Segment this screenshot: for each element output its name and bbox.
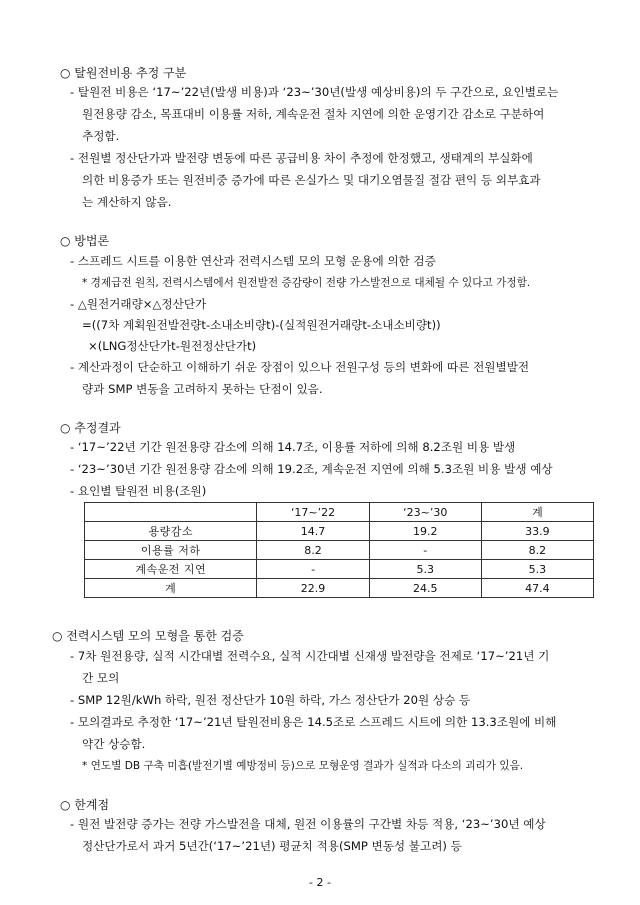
body-line: - ‘23~’30년 기간 원전용량 감소에 의해 19.2조, 계속운전 지연에 의해 5.3조원 비용 발생 예상	[70, 462, 553, 476]
table-header-cell: ‘23~’30	[369, 503, 481, 522]
body-line: 량과 SMP 변동을 고려하지 못하는 단점이 있음.	[82, 382, 323, 396]
section-heading-methodology: ○ 방법론	[60, 234, 110, 248]
body-line: 간 모의	[82, 671, 120, 685]
body-line: - 스프레드 시트를 이용한 연산과 전력시스템 모의 모형 운용에 의한 검증	[70, 254, 436, 268]
section-heading-limitations: ○ 한계점	[60, 798, 110, 812]
table-cell: 47.4	[481, 579, 593, 598]
table-cell: 8.2	[257, 541, 369, 560]
table-header-row	[85, 503, 594, 522]
formula-line: ×(LNG정산단가t-원전정산단가t)	[88, 339, 257, 353]
table-header-cell: 계	[481, 503, 593, 522]
table-header-cell	[85, 503, 257, 522]
footnote-line: * 연도별 DB 구축 미흡(발전기별 예방정비 등)으로 모형운영 결과가 실적과 다소의 괴리가 있음.	[82, 760, 524, 772]
body-line: - SMP 12원/kWh 하락, 원전 정산단가 10원 하락, 가스 정산단가 20원 상승 등	[70, 693, 471, 707]
body-line: 약간 상승함.	[82, 737, 146, 751]
body-line: - 탈원전 비용은 ‘17~’22년(발생 비용)과 ‘23~’30년(발생 예상비용)의 두 구간으로, 요인별로는	[70, 85, 559, 99]
table-cell: 8.2	[481, 541, 593, 560]
body-line: - 모의결과로 추정한 ‘17~’21년 탈원전비용은 14.5조로 스프레드 시트에 의한 13.3조원에 비해	[70, 715, 557, 729]
body-line: 의한 비용증가 또는 원전비중 증가에 따른 온실가스 및 대기오염물질 절감 편익 등 외부효과	[82, 173, 541, 187]
body-line: - 원전 발전량 증가는 전량 가스발전을 대체, 원전 이용률의 구간별 차등 적용, ‘23~’30년 예상	[70, 817, 546, 831]
body-line: - ‘17~’22년 기간 원전용량 감소에 의해 14.7조, 이용률 저하에 의해 8.2조원 비용 발생	[70, 440, 516, 454]
table-cell: 19.2	[369, 522, 481, 541]
table-cell: 22.9	[257, 579, 369, 598]
table-cell: 24.5	[369, 579, 481, 598]
body-line: 는 계산하지 않음.	[82, 195, 172, 209]
table-cell: 용량감소	[85, 522, 257, 541]
table-cell: -	[369, 541, 481, 560]
body-line: 추정함.	[82, 129, 120, 143]
formula-line: =((7차 계획원전발전량t-소내소비량t)-(실적원전거래량t-소내소비량t))	[82, 318, 441, 332]
formula-line: - △원전거래량×△정산단가	[70, 297, 207, 311]
section-heading-classification: ○ 탈원전비용 추정 구분	[60, 66, 187, 80]
body-line: - 7차 원전용량, 실적 시간대별 전력수요, 실적 시간대별 신재생 발전량을 전제로 ‘17~’21년 기	[70, 649, 550, 663]
cost-table	[84, 502, 594, 598]
page-number: - 2 -	[309, 876, 331, 889]
table-cell: 33.9	[481, 522, 593, 541]
footnote-line: * 경제급전 원칙, 전력시스템에서 원전발전 증감량이 전량 가스발전으로 대체될 수 있다고 가정함.	[82, 277, 531, 289]
table-row	[85, 560, 594, 579]
body-line: 원전용량 감소, 목표대비 이용률 저하, 계속운전 절차 지연에 의한 운영기간 감소로 구분하여	[82, 107, 545, 121]
body-line: - 전원별 정산단가과 발전량 변동에 따른 공급비용 차이 추정에 한정했고, 생태계의 부실화에	[70, 151, 533, 165]
section-heading-results: ○ 추정결과	[60, 421, 121, 435]
table-row	[85, 541, 594, 560]
table-header-cell: ‘17~’22	[257, 503, 369, 522]
table-total-row	[85, 579, 594, 598]
table-cell: -	[257, 560, 369, 579]
table-cell: 계	[85, 579, 257, 598]
body-line: - 계산과정이 단순하고 이해하기 쉬운 장점이 있으나 전원구성 등의 변화에 따른 전원별발전	[70, 360, 530, 374]
table-caption: - 요인별 탈원전 비용(조원)	[70, 484, 207, 498]
body-line: 정산단가로서 과거 5년간(‘17~’21년) 평균치 적용(SMP 변동성 불고려) 등	[82, 839, 462, 853]
table-cell: 이용률 저하	[85, 541, 257, 560]
section-heading-simulation: ○ 전력시스템 모의 모형을 통한 검증	[52, 629, 244, 643]
table-cell: 14.7	[257, 522, 369, 541]
table-row	[85, 522, 594, 541]
table-cell: 5.3	[481, 560, 593, 579]
table-cell: 5.3	[369, 560, 481, 579]
table-cell: 계속운전 지연	[85, 560, 257, 579]
